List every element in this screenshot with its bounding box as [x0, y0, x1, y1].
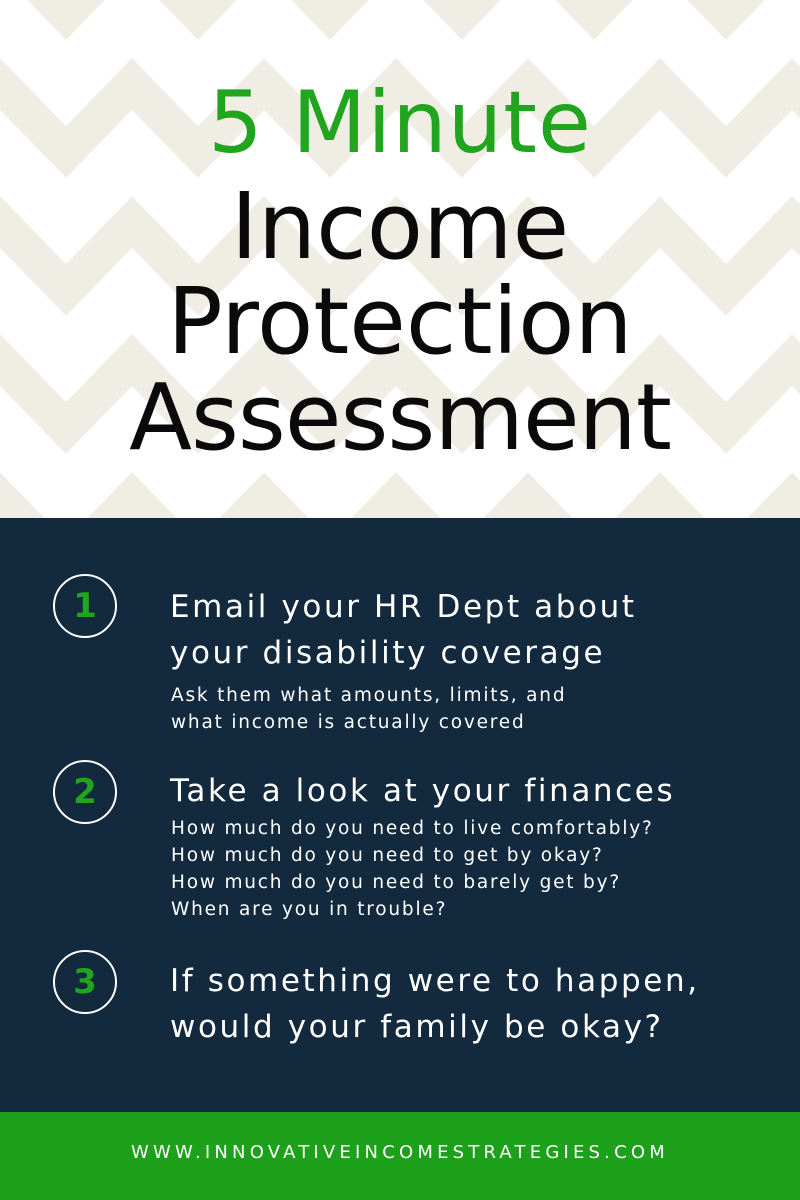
step-number-badge: 3	[53, 950, 117, 1014]
step-detail: How much do you need to get by okay?	[171, 845, 604, 866]
title-line-income: Income	[230, 173, 570, 280]
website-url[interactable]: WWW.INNOVATIVEINCOMESTRATEGIES.COM	[131, 1142, 669, 1163]
step-number-badge: 2	[53, 760, 117, 824]
chevron-stripe	[0, 0, 800, 14]
title-line-protection: Protection	[167, 268, 633, 375]
title-accent-line: 5 Minute	[208, 73, 592, 173]
steps-panel	[0, 518, 800, 1112]
step-detail: When are you in trouble?	[171, 899, 448, 920]
step-detail: How much do you need to live comfortably?	[171, 818, 654, 839]
step-heading: would your family be okay?	[170, 1009, 664, 1045]
step-heading: Take a look at your finances	[170, 773, 676, 809]
step-heading: If something were to happen,	[170, 963, 700, 999]
step-detail: How much do you need to barely get by?	[171, 872, 621, 893]
step-heading: Email your HR Dept about	[170, 589, 637, 625]
header-section	[0, 0, 800, 518]
title-line-assessment: Assessment	[129, 364, 671, 471]
step-detail: what income is actually covered	[171, 712, 526, 733]
step-detail: Ask them what amounts, limits, and	[171, 685, 567, 706]
step-heading: your disability coverage	[170, 635, 606, 671]
chevron-stripe	[0, 498, 800, 518]
footer-bar	[0, 1112, 800, 1200]
step-number-badge: 1	[53, 574, 117, 638]
